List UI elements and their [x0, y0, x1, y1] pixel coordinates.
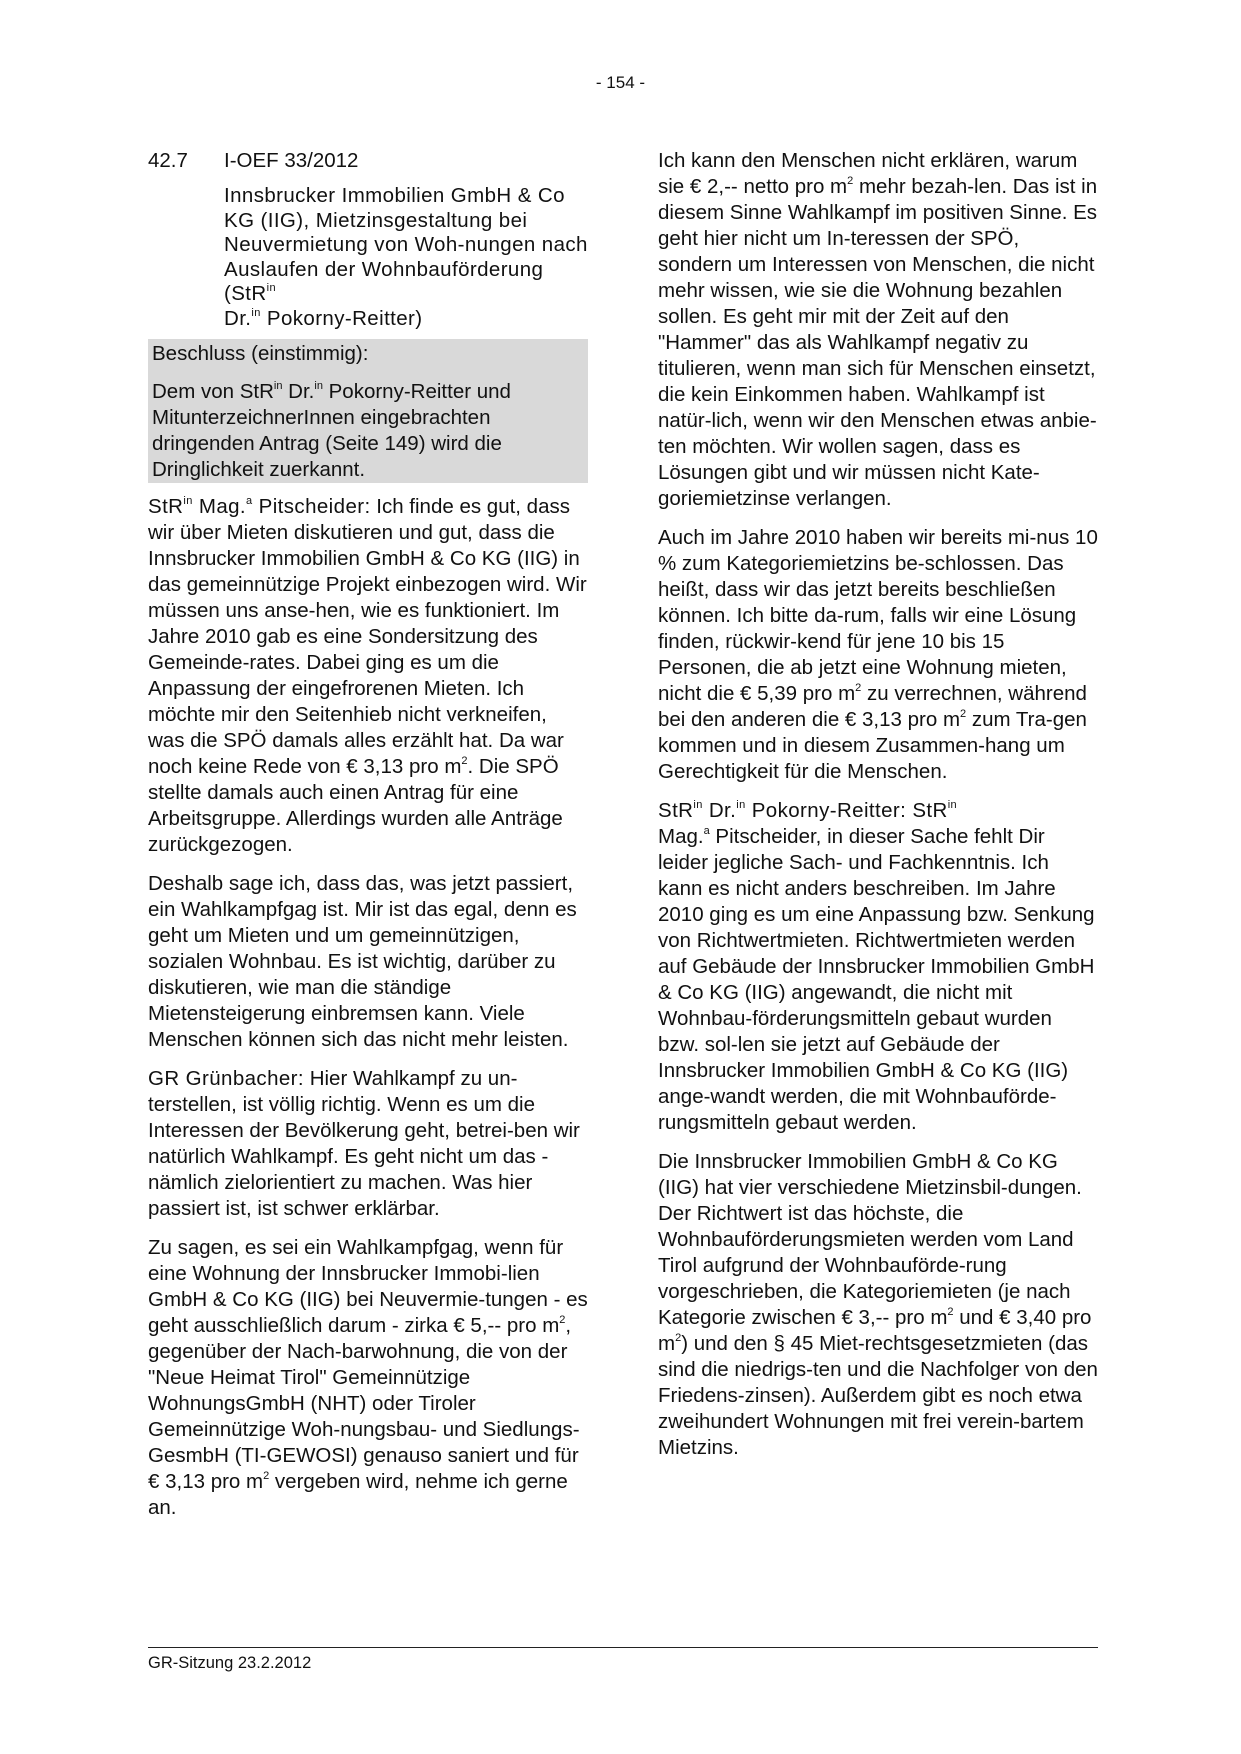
agenda-item-heading [148, 148, 588, 331]
speech-gruenbacher: GR Grünbacher: Hier Wahlkampf zu un-terstellen, ist völlig richtig. Wenn es um die Interessen der Bevölkerung geht, betrei-ben wir natürlich Wahlkampf. Es geht nicht um das - nämlich zielorientiert zu machen. Was hier passiert ist, ist schwer erklärbar. [148, 1067, 580, 1220]
right-column [658, 148, 1098, 1461]
agenda-item-subject: Innsbrucker Immobilien GmbH & Co KG (IIG), Mietzinsgestaltung bei Neuvermietung von Woh-nungen nach Auslaufen der Wohnbauförderung (StR$^{in}$ Dr.$^{in}$ Pokorny-Reitter) [224, 184, 588, 330]
speech-pitscheider: StR$^{in}$ Mag.$^a$ Pitscheider: Ich finde es gut, dass wir über Mieten diskutieren und gut, dass die Innsbrucker Immobilien GmbH & Co KG (IIG) in das gemeinnützige Projekt einbezogen wird. Wir müssen uns anse-hen, wie es funktioniert. Im Jahre 2010 gab es eine Sondersitzung des Gemeinde-rates. Dabei ging es um die Anpassung der eingefrorenen Mieten. Ich möchte mir den Seitenhieb nicht verkneifen, was die SPÖ damals alles erzählt hat. Da war noch keine Rede von € 3,13 pro $m^2$. Die SPÖ stellte damals auch einen Antrag für eine Arbeitsgruppe. Allerdings wurden alle Anträge zurückgezogen. [148, 495, 587, 856]
speaker-name: StR$^{in}$ Dr.$^{in}$ Pokorny-Reitter: StR$^{in}$ [658, 799, 958, 822]
agenda-item-number: 42.7 [148, 149, 188, 172]
decision-label: Beschluss (einstimmig): [152, 342, 369, 365]
speech-pokorny-reitter: StR$^{in}$ Dr.$^{in}$ Pokorny-Reitter: StR$^{in}$ Mag.$^a$ Pitscheider, in dieser Sache fehlt Dir leider jegliche Sach- und Fachkenntnis. Ich kann es nicht anders beschreiben. Im Jahre 2010 ging es um eine Anpassung bzw. Senkung von Richtwertmieten. Richtwertmieten werden auf Gebäude der Innsbrucker Immobilien GmbH & Co KG (IIG) angewandt, die nicht mit Wohnbau-förderungsmitteln gebaut wurden bzw. sol-len sie jetzt auf Gebäude der Innsbrucker Immobilien GmbH & Co KG (IIG) ange-wandt werden, die mit Wohnbauförde-rungsmitteln gebaut werden. [658, 799, 1095, 1134]
decision-box [148, 339, 588, 483]
page-number: - 154 - [595, 73, 646, 92]
left-column [148, 148, 588, 1521]
paragraph: Auch im Jahre 2010 haben wir bereits mi-nus 10 % zum Kategoriemietzins be-schlossen. Das heißt, dass wir das jetzt bereits beschließen können. Ich bitte da-rum, falls wir eine Lösung finden, rückwir-kend für jene 10 bis 15 Personen, die ab jetzt eine Wohnung mieten, nicht die € 5,39 pro $m^2$ zu verrechnen, während bei den anderen die € 3,13 pro $m^2$ zum Tra-gen kommen und in diesem Zusammen-hang um Gerechtigkeit für die Menschen. [658, 526, 1098, 783]
paragraph: Zu sagen, es sei ein Wahlkampfgag, wenn für eine Wohnung der Innsbrucker Immobi-lien GmbH & Co KG (IIG) bei Neuvermie-tungen - es geht ausschließlich darum - zirka € 5,-- pro $m^2$, gegenüber der Nach-barwohnung, die von der "Neue Heimat Tirol" Gemeinnützige WohnungsGmbH (NHT) oder Tiroler Gemeinnützige Woh-nungsbau- und Siedlungs-GesmbH (TI-GEWOSI) genauso saniert und für € 3,13 pro $m^2$ vergeben wird, nehme ich gerne an. [148, 1236, 588, 1519]
paragraph: Deshalb sage ich, dass das, was jetzt passiert, ein Wahlkampfgag ist. Mir ist das egal, denn es geht um Mieten und um gemeinnützigen, sozialen Wohnbau. Es ist wichtig, darüber zu diskutieren, wie man die ständige Mietensteigerung einbremsen kann. Viele Menschen können sich das nicht mehr leisten. [148, 872, 577, 1051]
footer-text: GR-Sitzung 23.2.2012 [148, 1654, 312, 1672]
speaker-name: StR$^{in}$ Mag.$^a$ Pitscheider: [148, 495, 371, 518]
agenda-item-reference: I-OEF 33/2012 [224, 149, 359, 172]
speaker-name: GR Grünbacher: [148, 1067, 304, 1090]
footer-divider [148, 1647, 1098, 1648]
paragraph: Die Innsbrucker Immobilien GmbH & Co KG (IIG) hat vier verschiedene Mietzinsbil-dungen. Der Richtwert ist das höchste, die Wohnbauförderungsmieten werden vom Land Tirol aufgrund der Wohnbauförde-rung vorgeschrieben, die Kategoriemieten (je nach Kategorie zwischen € 3,-- pro $m^2$ und € 3,40 pro $m^2$) und den § 45 Miet-rechtsgesetzmieten (das sind die niedrigs-ten und die Nachfolger von den Friedens-zinsen). Außerdem gibt es noch etwa zweihundert Wohnungen mit frei verein-bartem Mietzins. [658, 1150, 1098, 1459]
paragraph: Ich kann den Menschen nicht erklären, warum sie € 2,-- netto pro $m^2$ mehr bezah-len. Das ist in diesem Sinne Wahlkampf im positiven Sinne. Es geht hier nicht um In-teressen der SPÖ, sondern um Interessen von Menschen, die nicht mehr wissen, wie sie die Wohnung bezahlen sollen. Es geht mir mit der Zeit auf den "Hammer" das als Wahlkampf negativ zu titulieren, wenn man sich für Menschen einsetzt, die kein Einkommen haben. Wahlkampf ist natür-lich, wenn wir den Menschen etwas anbie-ten möchten. Wir wollen sagen, dass es Lösungen gibt und wir müssen nicht Kate-goriemietzinse verlangen. [658, 149, 1098, 510]
decision-text: Dem von StR$^{in}$ Dr.$^{in}$ Pokorny-Reitter und MitunterzeichnerInnen eingebrachten dringenden Antrag (Seite 149) wird die Dringlichkeit zuerkannt. [152, 380, 511, 481]
